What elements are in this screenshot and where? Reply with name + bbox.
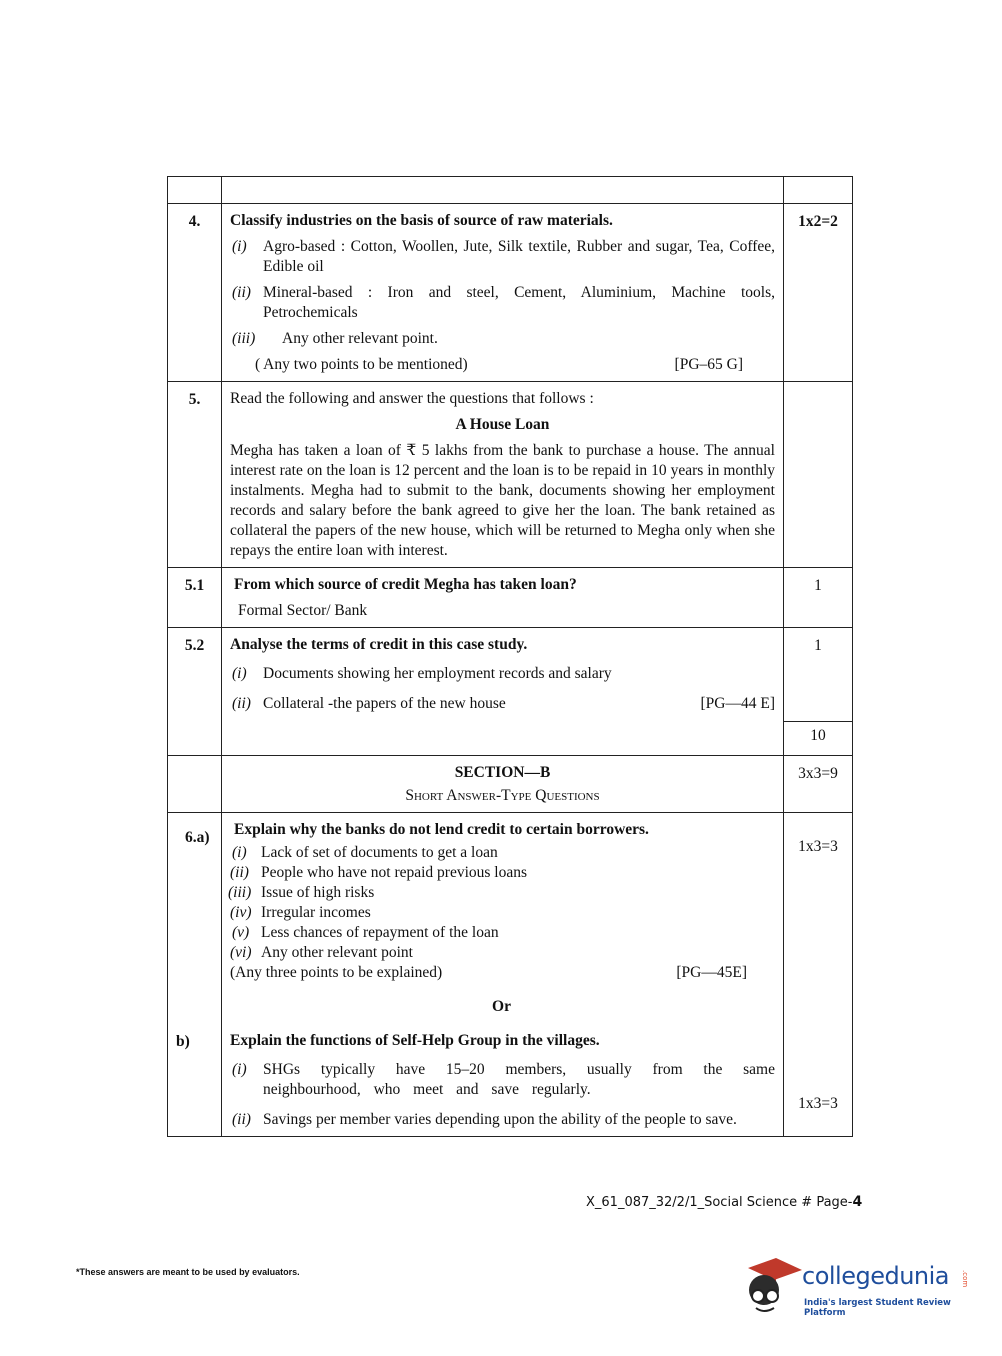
answer-text: Formal Sector/ Bank <box>238 602 368 619</box>
instruction-note: (Any three points to be explained) <box>230 964 443 981</box>
case-study-title: A House Loan <box>455 416 550 433</box>
question-number: 5.1 <box>168 568 222 628</box>
marks: 1 <box>784 628 853 722</box>
answer-point: (vi) Any other relevant point <box>230 944 413 961</box>
page-number: 4 <box>852 1194 863 1210</box>
question-row-5 <box>168 382 853 568</box>
header-row <box>168 177 853 204</box>
answer-point: (i) Lack of set of documents to get a loan <box>232 844 498 861</box>
logo-wordmark: collegedunia <box>802 1262 950 1290</box>
evaluator-note: *These answers are meant to be used by evaluators. <box>76 1267 300 1277</box>
answer-point: (i) Documents showing her employment records and salary <box>232 665 612 682</box>
answer-point: (iii) Any other relevant point. <box>232 330 438 347</box>
question-text: Explain why the banks do not lend credit to certain borrowers. <box>234 821 649 838</box>
section-b-row <box>168 756 853 813</box>
answer-point: (iv) Irregular incomes <box>230 904 371 921</box>
mascot-icon <box>742 1250 804 1320</box>
question-text: Analyse the terms of credit in this case study. <box>230 636 528 653</box>
answer-point: (ii) Collateral -the papers of the new house [PG—44 E] <box>232 695 775 712</box>
marks: 1x3=3 <box>798 838 838 855</box>
case-study-intro: Read the following and answer the questions that follows : <box>230 390 594 407</box>
question-number: 6.a) <box>185 829 210 846</box>
marks: 1x2=2 <box>784 204 853 382</box>
page-reference: [PG—45E] <box>676 964 747 981</box>
answer-point: (ii) People who have not repaid previous loans <box>230 864 528 881</box>
page-footer: X_61_087_32/2/1_Social Science # Page-4 <box>586 1194 863 1210</box>
section-title: SECTION—B <box>454 764 551 781</box>
question-number-b: b) <box>176 1033 190 1050</box>
collegedunia-logo[interactable] <box>742 1250 972 1320</box>
question-row-6 <box>168 813 853 1137</box>
question-number: 5. <box>168 382 222 568</box>
answer-point: (i) SHGs typically have 15–20 members, usually from the same neighbourhood, who meet and save regularly. <box>232 1061 775 1098</box>
question-text: Classify industries on the basis of source of raw materials. <box>230 212 613 229</box>
logo-tagline: India's largest Student Review Platform <box>804 1298 951 1318</box>
marks: 1 <box>784 568 853 628</box>
instruction-note: ( Any two points to be mentioned) <box>255 356 468 373</box>
section-subtitle: Short Answer-Type Questions <box>405 787 600 804</box>
subtotal-marks: 10 <box>784 722 853 756</box>
case-study-passage: Megha has taken a loan of ₹ 5 lakhs from the bank to purchase a house. The annual interest rate on the loan is 12 percent and the loan is to be repaid in 10 years in monthly instalments. Megha had to submit to the bank, documents showing her employment records and salary before the bank agreed to give her the loan. The bank retained as collateral the papers of the new house, which will be returned to Megha only when she repays the entire loan with interest. <box>230 442 775 559</box>
question-text: From which source of credit Megha has taken loan? <box>234 576 577 593</box>
marks-b: 1x3=3 <box>798 1095 838 1112</box>
answer-point: (v) Less chances of repayment of the loan <box>232 924 499 941</box>
marks: 3x3=9 <box>784 756 853 813</box>
page-reference: [PG–65 G] <box>674 356 743 373</box>
question-number: 4. <box>168 204 222 382</box>
question-text-b: Explain the functions of Self-Help Group in the villages. <box>230 1032 600 1049</box>
answer-point: (i) Agro-based : Cotton, Woollen, Jute, Silk textile, Rubber and sugar, Tea, Coffee, Edible oil <box>232 238 775 275</box>
or-separator: Or <box>492 998 511 1015</box>
answer-point: (ii) Mineral-based : Iron and steel, Cement, Aluminium, Machine tools, Petrochemicals <box>232 284 775 321</box>
answer-key-table <box>167 176 853 1137</box>
answer-point: (ii) Savings per member varies depending upon the ability of the people to save. <box>232 1111 737 1128</box>
page-reference: [PG—44 E] <box>700 695 775 712</box>
logo-domain: .com <box>961 1270 969 1288</box>
question-row-5-1 <box>168 568 853 628</box>
question-row-4 <box>168 204 853 382</box>
answer-point: (iii) Issue of high risks <box>228 884 375 901</box>
question-number: 5.2 <box>168 628 222 756</box>
question-row-5-2 <box>168 628 853 722</box>
